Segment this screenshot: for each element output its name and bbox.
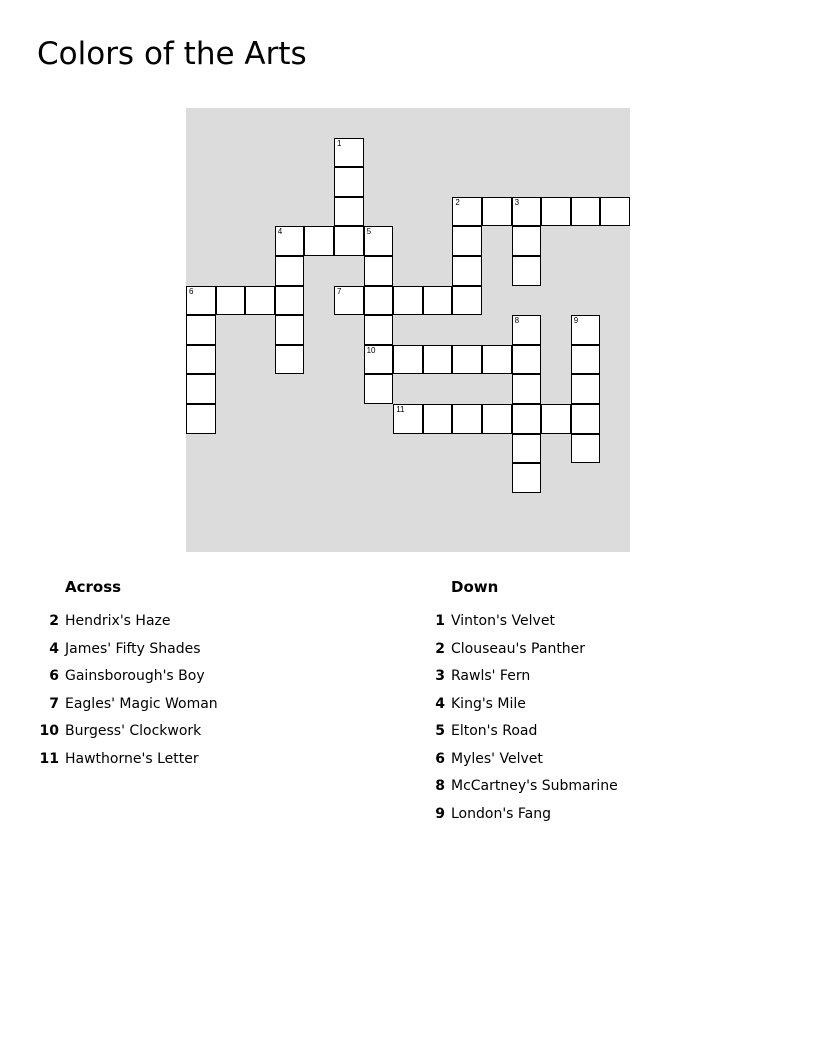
grid-cell[interactable] [364,374,394,404]
grid-cell[interactable] [423,345,453,375]
grid-cell[interactable] [364,345,394,375]
crossword-grid [186,108,630,552]
page-title: Colors of the Arts [37,36,307,72]
grid-cell[interactable] [452,404,482,434]
cell-number: 4 [277,227,283,237]
grid-cell[interactable] [512,226,542,256]
across-clue [30,718,370,746]
down-heading: Down [451,578,499,596]
clue-text: Burgess' Clockwork [65,723,202,739]
clue-text: Eagles' Magic Woman [65,695,218,712]
grid-cell[interactable] [512,374,542,404]
cell-number: 11 [396,405,405,414]
clue-text: Elton's Road [451,723,538,739]
down-clue [416,691,776,719]
grid-cell[interactable] [600,197,630,227]
grid-cell[interactable] [512,197,542,227]
grid-cell[interactable] [364,226,394,256]
grid-cell[interactable] [512,463,542,493]
clue-number: 1 [435,613,445,629]
clue-text: Vinton's Velvet [451,613,555,629]
clue-number: 10 [39,723,59,739]
grid-cell[interactable] [393,286,423,316]
grid-cell[interactable] [334,197,364,227]
clue-number: 8 [435,778,445,794]
grid-cell[interactable] [423,404,453,434]
grid-cell[interactable] [334,138,364,168]
grid-cell[interactable] [334,226,364,256]
grid-cell[interactable] [571,315,601,345]
clue-text: James' Fifty Shades [65,640,201,657]
grid-cell[interactable] [482,345,512,375]
grid-cell[interactable] [541,197,571,227]
grid-cell[interactable] [571,345,601,375]
clue-number: 4 [435,695,445,712]
clue-number: 9 [435,805,445,822]
clue-text: Clouseau's Panther [451,640,586,657]
down-clue [416,636,776,664]
grid-cell[interactable] [512,315,542,345]
grid-cell[interactable] [512,404,542,434]
clue-number: 2 [435,640,445,657]
clue-number: 5 [435,723,445,739]
grid-cell[interactable] [541,404,571,434]
grid-cell[interactable] [275,286,305,316]
grid-cell[interactable] [304,226,334,256]
down-clues [416,576,776,828]
cell-number: 7 [337,286,342,296]
across-clue [30,691,370,719]
grid-cell[interactable] [275,315,305,345]
cell-number: 8 [514,316,520,326]
cell-number: 10 [366,345,376,355]
cell-number: 5 [366,227,372,237]
down-clue [416,773,776,801]
down-clue [416,718,776,746]
grid-cell[interactable] [334,286,364,316]
grid-cell[interactable] [393,404,423,434]
grid-cell[interactable] [275,256,305,286]
clue-number: 11 [39,750,59,767]
clue-text: McCartney's Submarine [451,778,618,794]
grid-cell[interactable] [571,374,601,404]
grid-cell[interactable] [393,345,423,375]
grid-cell[interactable] [216,286,246,316]
clue-number: 7 [49,695,59,712]
across-clue [30,636,370,664]
grid-cell[interactable] [452,286,482,316]
clue-text: King's Mile [451,695,526,712]
grid-cell[interactable] [512,345,542,375]
grid-cell[interactable] [482,404,512,434]
grid-cell[interactable] [186,315,216,345]
cell-number: 2 [455,197,460,207]
clue-text: London's Fang [451,805,552,822]
clue-text: Gainsborough's Boy [65,668,205,684]
grid-cell[interactable] [452,345,482,375]
grid-cell[interactable] [452,256,482,286]
across-clue [30,608,370,636]
clue-text: Hendrix's Haze [65,613,171,629]
grid-cell[interactable] [512,434,542,464]
grid-cell[interactable] [512,256,542,286]
grid-cell[interactable] [186,286,216,316]
grid-cell[interactable] [364,315,394,345]
grid-cell[interactable] [275,345,305,375]
cell-number: 6 [189,286,194,296]
grid-cell[interactable] [186,374,216,404]
clue-number: 6 [435,750,445,767]
clue-number: 6 [49,668,59,684]
grid-cell[interactable] [364,286,394,316]
grid-cell[interactable] [186,345,216,375]
down-clue [416,663,776,691]
grid-cell[interactable] [482,197,512,227]
grid-cell[interactable] [452,197,482,227]
down-clue [416,608,776,636]
across-clue [30,746,370,774]
grid-cell[interactable] [423,286,453,316]
clue-number: 2 [49,613,59,629]
across-clues [30,576,370,773]
grid-cell[interactable] [452,226,482,256]
clue-number: 4 [49,640,59,657]
grid-cell[interactable] [186,404,216,434]
grid-cell[interactable] [245,286,275,316]
down-clue [416,746,776,774]
cell-number: 1 [337,138,342,148]
clue-text: Hawthorne's Letter [65,750,199,767]
grid-cell[interactable] [275,226,305,256]
grid-cell[interactable] [334,167,364,197]
clue-text: Rawls' Fern [451,668,531,684]
cell-number: 3 [514,197,520,207]
grid-cell[interactable] [571,197,601,227]
grid-cell[interactable] [571,404,601,434]
cell-number: 9 [573,316,579,326]
grid-cell[interactable] [571,434,601,464]
clue-number: 3 [435,668,445,684]
grid-cell[interactable] [364,256,394,286]
down-clue [416,801,776,829]
clue-text: Myles' Velvet [451,750,543,767]
across-clue [30,663,370,691]
across-heading: Across [65,578,122,596]
